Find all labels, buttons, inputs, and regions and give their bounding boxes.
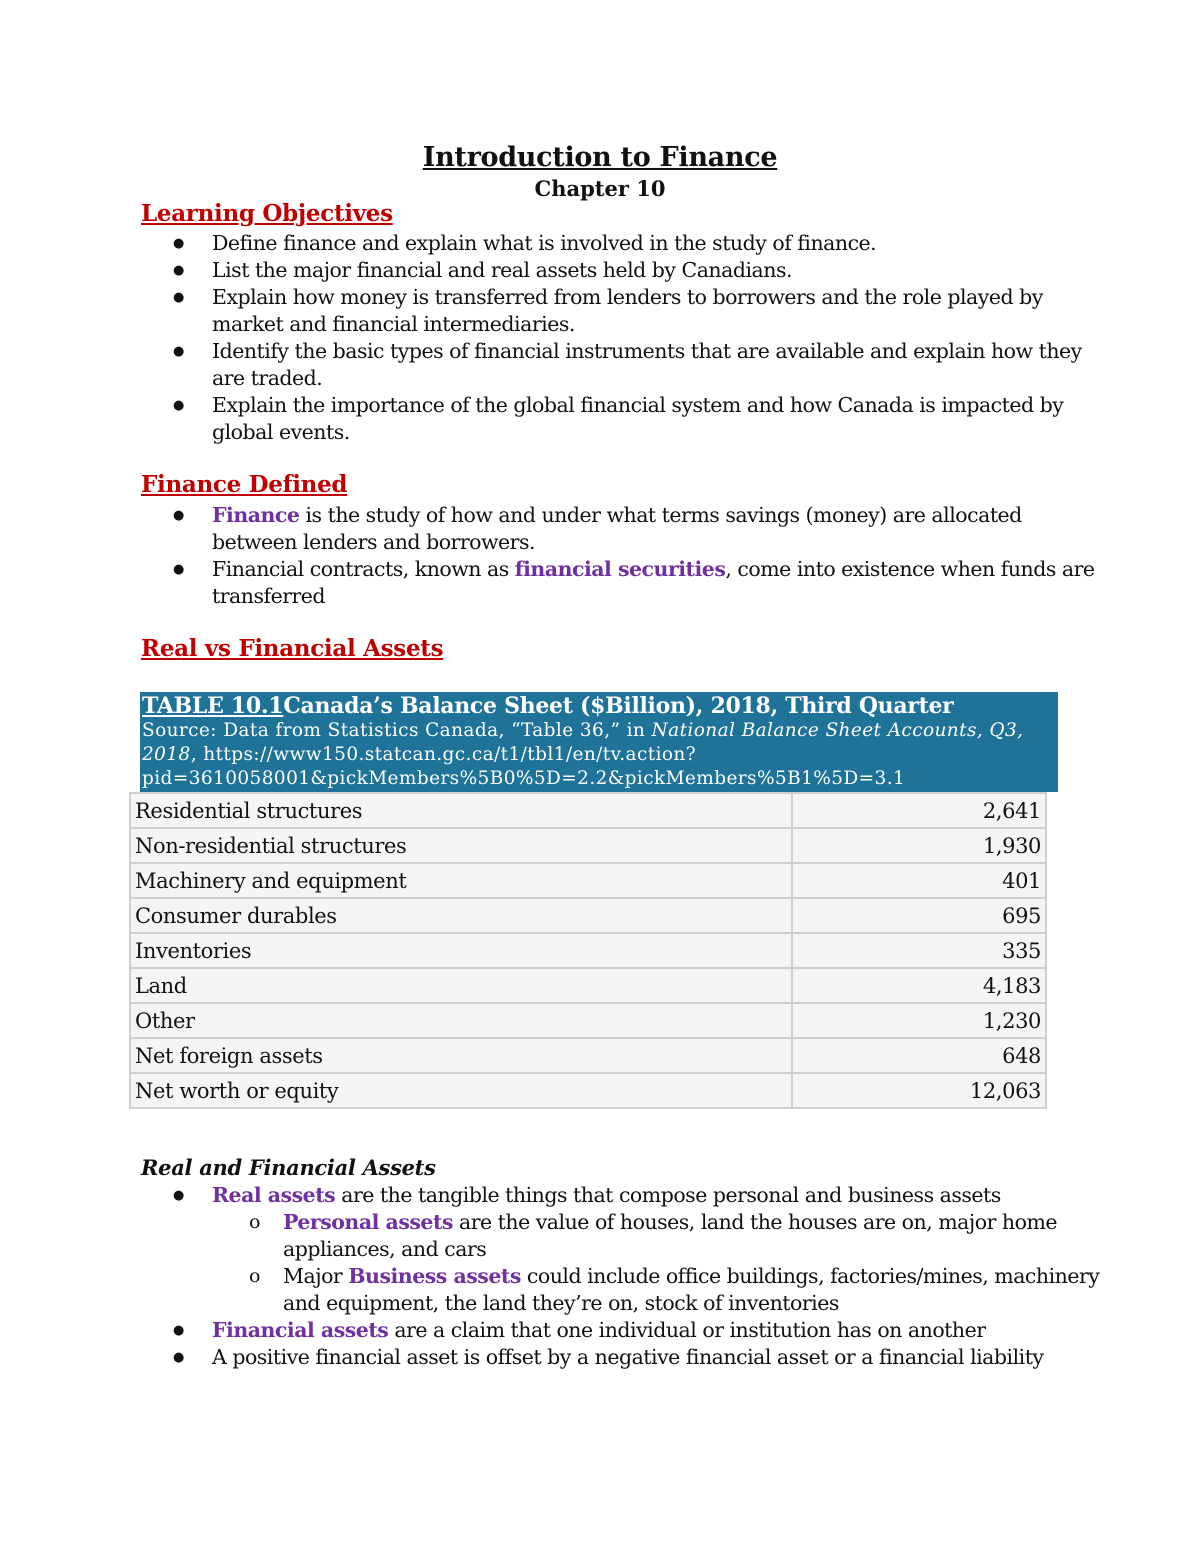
row-label: Consumer durables — [130, 898, 792, 933]
source-url: , https://www150.statcan.gc.ca/t1/tbl1/en/tv.action?pid=3610058001&pickMembers%5B0%5D=2.2&pickMembers%5B1%5D=3.1 — [142, 744, 906, 789]
table-row — [130, 828, 1046, 863]
row-label: Land — [130, 968, 792, 1003]
item-text: is the study of how and under what terms savings (money) are allocated between lenders and borrowers. — [212, 503, 1022, 554]
row-value: 695 — [792, 898, 1046, 933]
table-row — [130, 863, 1046, 898]
table-row — [130, 1073, 1046, 1108]
keyword: Real assets — [212, 1183, 336, 1207]
sub-list-item — [212, 1209, 1101, 1263]
list-item — [141, 1317, 1101, 1344]
list-item: ● Identify the basic types of financial instruments that are available and explain how they are traded. — [141, 338, 1101, 392]
real-and-financial-list — [141, 1182, 1101, 1371]
table-title — [140, 692, 1058, 719]
row-label: Residential structures — [130, 793, 792, 828]
balance-sheet-table — [129, 792, 1047, 1109]
list-item — [141, 502, 1101, 556]
row-value: 4,183 — [792, 968, 1046, 1003]
table-row — [130, 1003, 1046, 1038]
sub-list — [212, 1209, 1101, 1317]
list-item: ● Define finance and explain what is involved in the study of finance. — [141, 230, 1101, 257]
table-title-text: Canada’s Balance Sheet ($Billion), 2018, Third Quarter — [283, 693, 954, 719]
row-value: 12,063 — [792, 1073, 1046, 1108]
table-row — [130, 968, 1046, 1003]
item-text: are the value of houses, land the houses are on, major home appliances, and cars — [283, 1210, 1058, 1261]
row-label: Net worth or equity — [130, 1073, 792, 1108]
row-label: Machinery and equipment — [130, 863, 792, 898]
finance-defined-list — [141, 502, 1101, 610]
row-value: 648 — [792, 1038, 1046, 1073]
learning-objectives-heading: Learning Objectives — [141, 200, 393, 227]
list-item — [141, 1182, 1101, 1317]
row-value: 1,230 — [792, 1003, 1046, 1038]
item-text: could include office buildings, factories/mines, machinery and equipment, the land they’re on, stock of inventories — [283, 1264, 1100, 1315]
list-item: ● Explain the importance of the global financial system and how Canada is impacted by global events. — [141, 392, 1101, 446]
list-item — [141, 556, 1101, 610]
finance-defined-heading: Finance Defined — [141, 471, 348, 498]
chapter-label: Chapter 10 — [534, 176, 666, 201]
table-caption — [140, 692, 1058, 792]
item-text: Major — [283, 1264, 349, 1288]
table-label: TABLE 10.1 — [142, 693, 284, 719]
item-text: , come into existence when funds are transferred — [212, 557, 1095, 608]
row-value: 401 — [792, 863, 1046, 898]
learning-objectives-list — [141, 230, 1101, 446]
row-value: 1,930 — [792, 828, 1046, 863]
keyword: Personal assets — [283, 1210, 453, 1234]
real-and-financial-heading: Real and Financial Assets — [141, 1155, 436, 1180]
row-value: 335 — [792, 933, 1046, 968]
item-text: are the tangible things that compose personal and business assets — [335, 1183, 1001, 1207]
page-title: Introduction to Finance — [422, 142, 778, 173]
table-source — [140, 719, 1058, 791]
keyword: financial securities — [514, 557, 726, 581]
item-text: are a claim that one individual or institution has on another — [388, 1318, 986, 1342]
table-row — [130, 933, 1046, 968]
list-item: ● Explain how money is transferred from lenders to borrowers and the role played by market and financial intermediaries. — [141, 284, 1101, 338]
table-row — [130, 793, 1046, 828]
row-label: Inventories — [130, 933, 792, 968]
keyword: Financial assets — [212, 1318, 389, 1342]
source-publication: National Balance Sheet Accounts, Q3, 2018 — [142, 720, 1024, 765]
keyword: Finance — [212, 503, 300, 527]
sub-list-item — [212, 1263, 1101, 1317]
row-label: Other — [130, 1003, 792, 1038]
table-row — [130, 1038, 1046, 1073]
keyword: Business assets — [348, 1264, 521, 1288]
real-vs-financial-heading: Real vs Financial Assets — [141, 635, 444, 662]
row-label: Non-residential structures — [130, 828, 792, 863]
item-text: Financial contracts, known as — [212, 557, 515, 581]
table-row — [130, 898, 1046, 933]
row-label: Net foreign assets — [130, 1038, 792, 1073]
list-item: ● List the major financial and real assets held by Canadians. — [141, 257, 1101, 284]
list-item: ● A positive financial asset is offset by a negative financial asset or a financial liability — [141, 1344, 1101, 1371]
source-text: Source: Data from Statistics Canada, “Table 36,” in — [142, 720, 652, 741]
row-value: 2,641 — [792, 793, 1046, 828]
